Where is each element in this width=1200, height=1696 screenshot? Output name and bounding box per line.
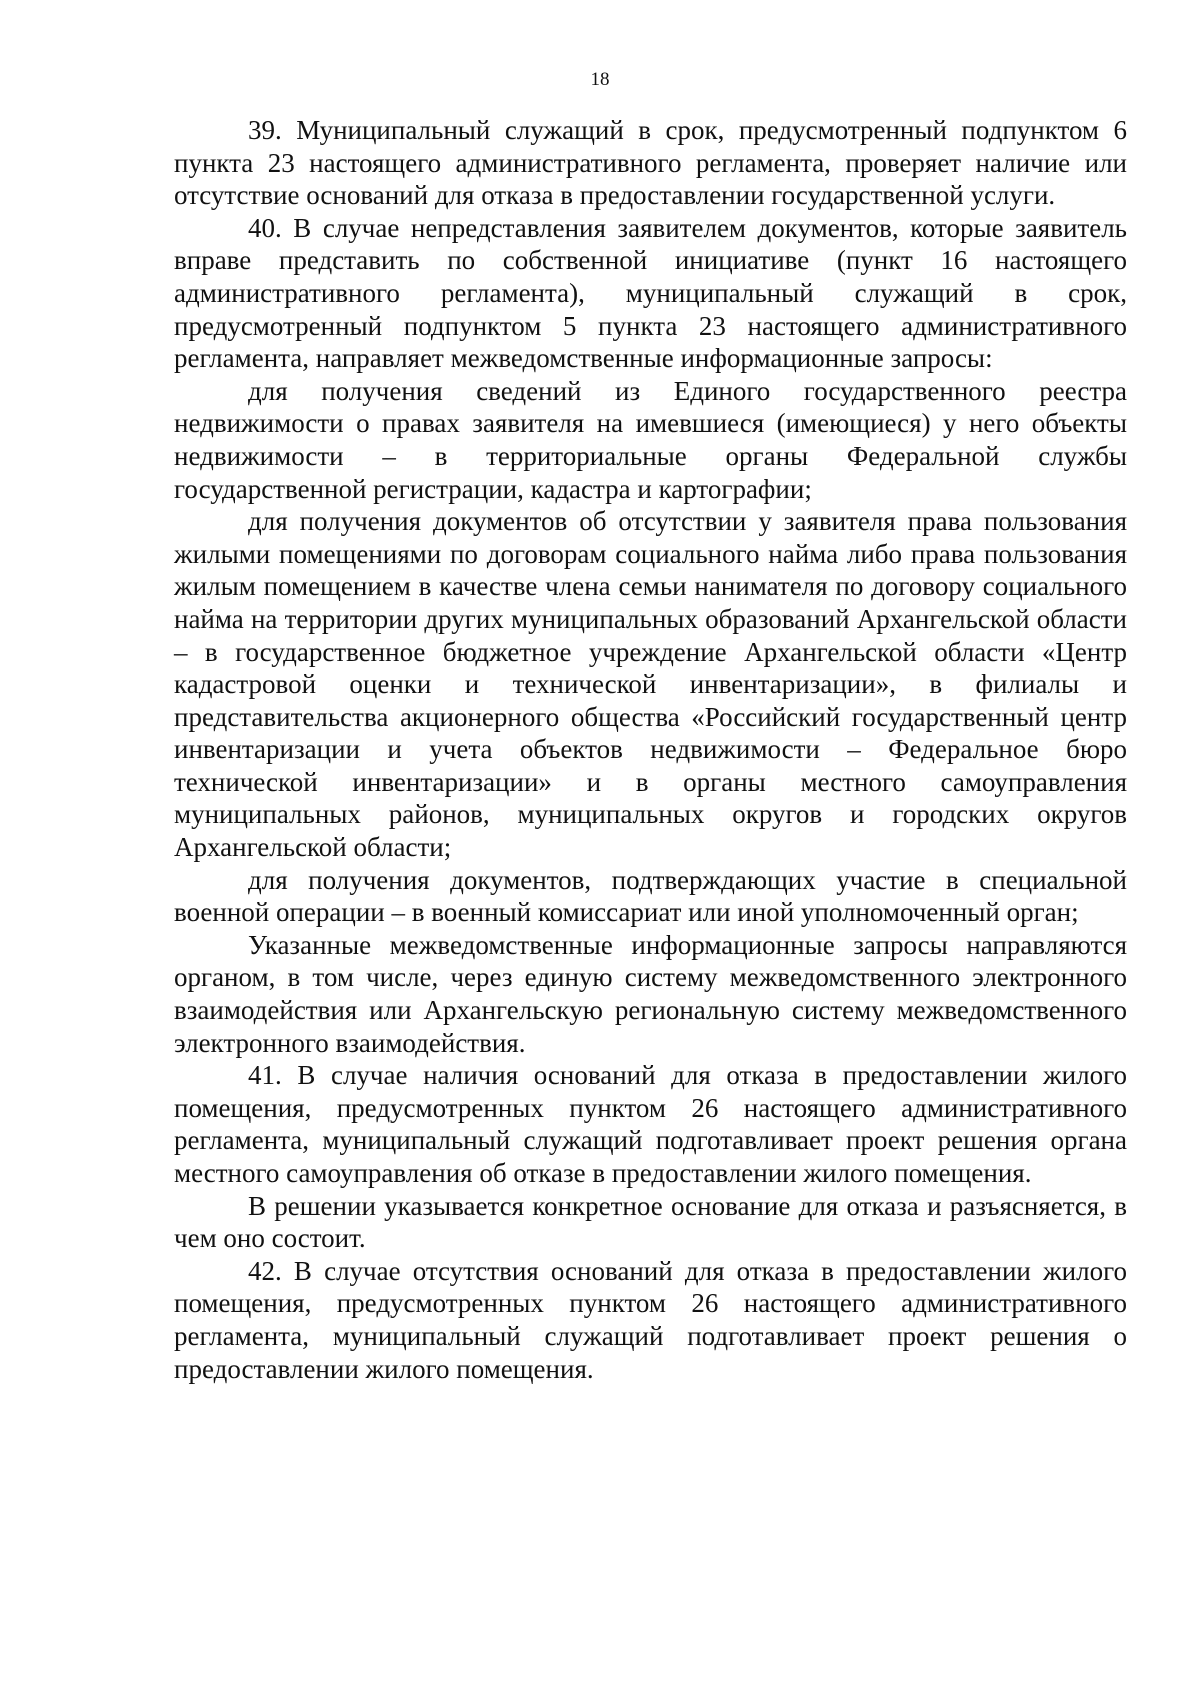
document-body	[174, 114, 1127, 1385]
paragraph-40-egrn-request: для получения сведений из Единого государственного реестра недвижимости о правах заявителя на имевшиеся (имеющиеся) у него объекты недвижимости – в территориальные органы Федеральной службы государственной регистрации, кадастра и картографии;	[174, 375, 1127, 504]
paragraph-40-housing-request: для получения документов об отсутствии у заявителя права пользования жилыми помещениями по договорам социального найма либо права пользования жилым помещением в качестве члена семьи нанимателя по договору социального найма на территории других муниципальных образований Архангельской области – в государственное бюджетное учреждение Архангельской области «Центр кадастровой оценки и технической инвентаризации», в филиалы и представительства акционерного общества «Российский государственный центр инвентаризации и учета объектов недвижимости – Федеральное бюро технической инвентаризации» и в органы местного самоуправления муниципальных районов, муниципальных округов и городских округов Архангельской области;	[174, 506, 1127, 863]
paragraph-41: 41. В случае наличия оснований для отказа в предоставлении жилого помещения, предусмотренных пунктом 26 настоящего административного регламента, муниципальный служащий подготавливает проект решения органа местного самоуправления об отказе в предоставлении жилого помещения.	[174, 1060, 1127, 1188]
page-number: 18	[590, 69, 610, 90]
paragraph-42: 42. В случае отсутствия оснований для отказа в предоставлении жилого помещения, предусмотренных пунктом 26 настоящего административного регламента, муниципальный служащий подготавливает проект решения о предоставлении жилого помещения.	[174, 1255, 1127, 1384]
paragraph-41-reason: В решении указывается конкретное основание для отказа и разъясняется, в чем оно состоит.	[174, 1190, 1127, 1254]
paragraph-39: 39. Муниципальный служащий в срок, предусмотренный подпунктом 6 пункта 23 настоящего административного регламента, проверяет наличие или отсутствие оснований для отказа в предоставлении государственной услуги.	[174, 115, 1127, 211]
paragraph-40: 40. В случае непредставления заявителем документов, которые заявитель вправе представить по собственной инициативе (пункт 16 настоящего административного регламента), муниципальный служащий в срок, предусмотренный подпунктом 5 пункта 23 настоящего административного регламента, направляет межведомственные информационные запросы:	[174, 212, 1127, 374]
paragraph-40-requests-channel: Указанные межведомственные информационные запросы направляются органом, в том числе, через единую систему межведомственного электронного взаимодействия или Архангельскую региональную систему межведомственного электронного взаимодействия.	[174, 929, 1127, 1058]
paragraph-40-military-request: для получения документов, подтверждающих участие в специальной военной операции – в военный комиссариат или иной уполномоченный орган;	[174, 864, 1127, 928]
